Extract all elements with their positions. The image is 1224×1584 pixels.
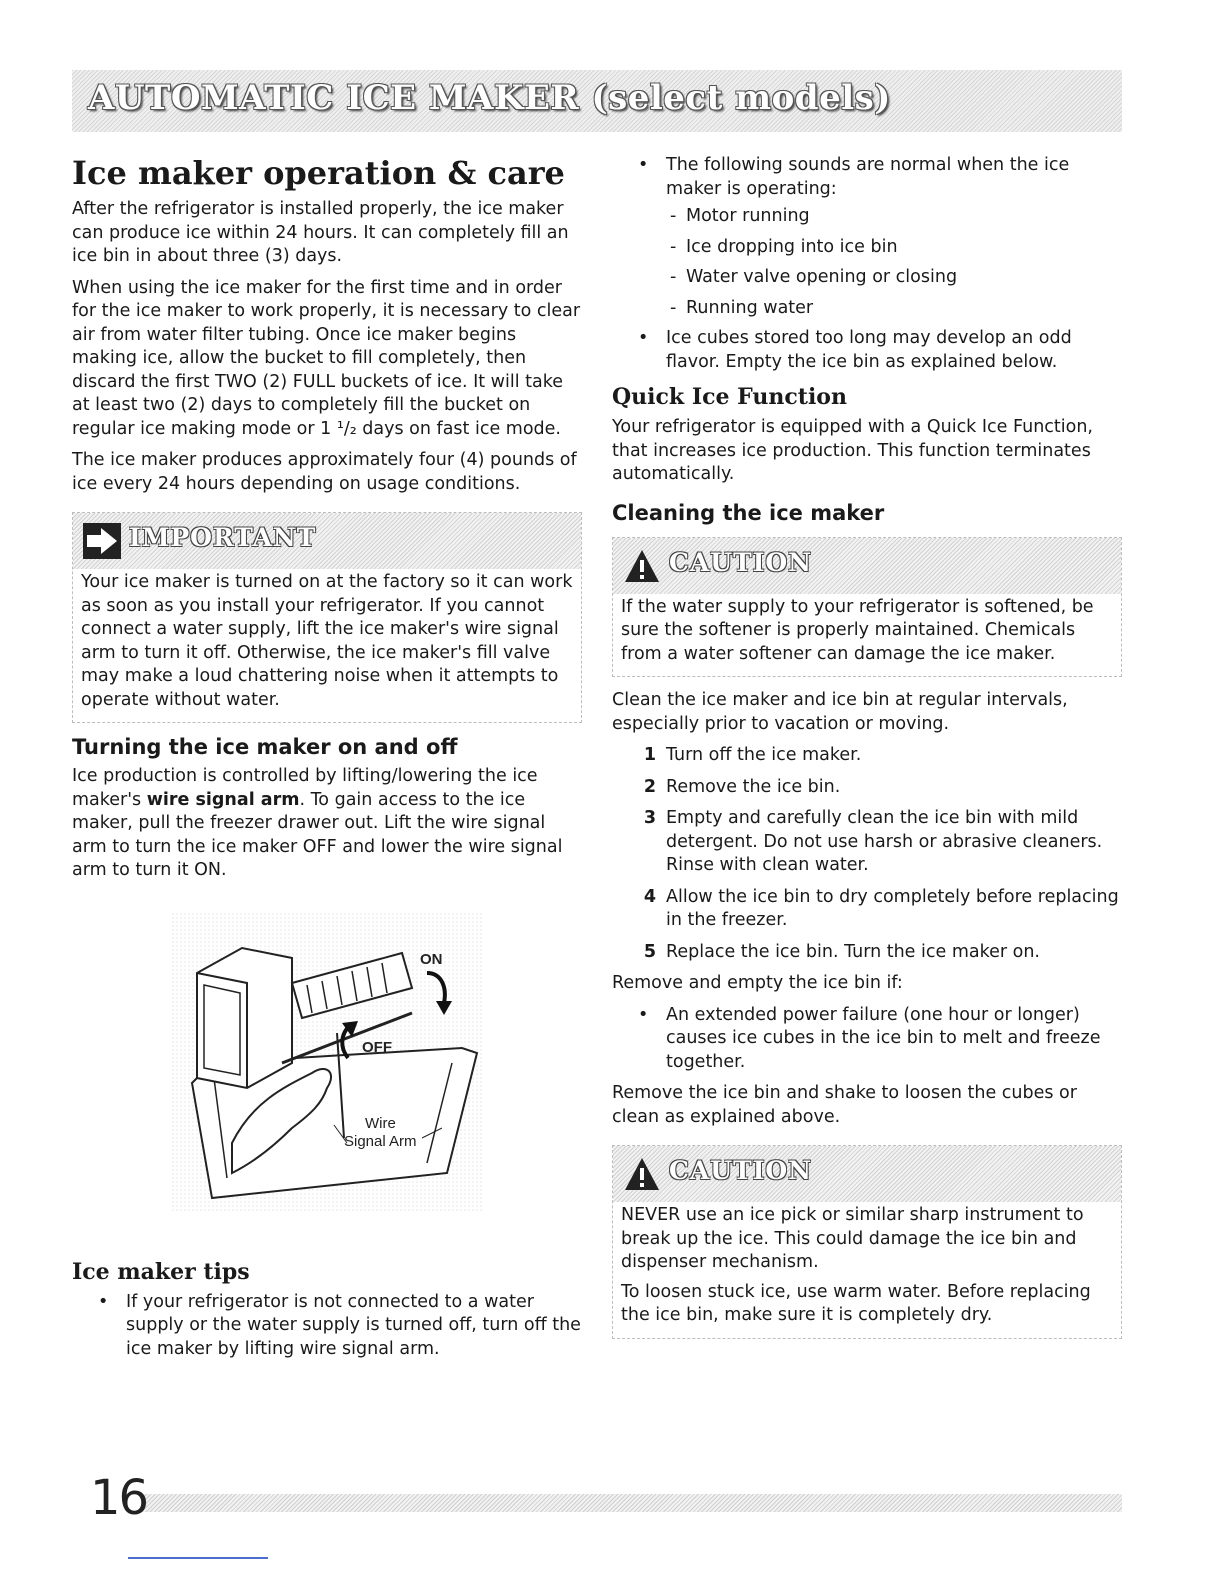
sound-item: - Water valve opening or closing — [666, 266, 1122, 290]
warning-icon — [623, 1156, 661, 1192]
step-item — [612, 807, 1122, 878]
caution-header — [613, 538, 1121, 594]
section-heading-turning: Turning the ice maker on and off — [72, 735, 458, 759]
caution-text-ice-pick: NEVER use an ice pick or similar sharp instrument to break up the ice. This could damage the ice bin and dispenser mechanism. — [621, 1205, 1084, 1272]
left-column — [72, 150, 582, 1369]
step-text: Empty and carefully clean the ice bin with mild detergent. Do not use harsh or abrasive cleaners. Rinse with clean water. — [666, 808, 1103, 875]
step-number: 4 — [643, 886, 656, 907]
remove-list — [612, 1004, 1122, 1075]
header-banner — [72, 70, 1122, 132]
paragraph-quick-ice: Your refrigerator is equipped with a Quick Ice Function, that increases ice production. This function terminates automatically. — [612, 417, 1093, 484]
caution-box-ice-pick — [612, 1145, 1122, 1339]
step-text: Allow the ice bin to dry completely before replacing in the freezer. — [666, 886, 1119, 930]
ice-maker-illustration — [172, 913, 482, 1213]
section-heading-operation: Ice maker operation & care — [72, 154, 565, 192]
step-text: Replace the ice bin. Turn the ice maker on. — [666, 941, 1040, 962]
important-label: IMPORTANT — [129, 523, 317, 552]
page-title: AUTOMATIC ICE MAKER (select models) — [88, 78, 891, 118]
step-text: Turn off the ice maker. — [666, 745, 862, 765]
sound-item: - Running water — [666, 297, 1122, 321]
step-item — [612, 744, 1122, 768]
step-number: 3 — [643, 808, 656, 828]
page-number: 16 — [90, 1470, 148, 1526]
tips-list — [72, 1291, 582, 1362]
remove-item: • An extended power failure (one hour or longer) causes ice cubes in the ice bin to melt and freeze together. — [612, 1004, 1122, 1075]
sound-item: - Motor running — [666, 205, 1122, 229]
important-header — [73, 513, 581, 569]
on-label: ON — [420, 950, 443, 968]
footer-bar — [142, 1494, 1122, 1512]
wire-signal-arm-bold: wire signal arm — [146, 789, 300, 810]
sound-item: - Ice dropping into ice bin — [666, 236, 1122, 260]
caution-box-softener — [612, 537, 1122, 678]
turning-text-a: Ice production is controlled by lifting/lowering the ice maker's — [72, 766, 538, 810]
footer-underline — [128, 1557, 268, 1559]
turning-text-b: . To gain access to the ice maker, pull the freezer drawer out. Lift the wire signal arm to turn the ice maker OFF and lower the wire signal arm to turn it ON. — [72, 789, 563, 880]
step-number: 5 — [643, 941, 656, 962]
paragraph-production: The ice maker produces approximately four (4) pounds of ice every 24 hours depending on usage conditions. — [72, 450, 577, 494]
paragraph-turning — [72, 765, 582, 883]
step-item — [612, 941, 1122, 965]
section-heading-tips: Ice maker tips — [72, 1258, 250, 1285]
paragraph-first-use: When using the ice maker for the first time and in order for the ice maker to work properly, it is necessary to clear air from water filter tubing. Once ice maker begins making ice, allow the bucket to fill completely, then discard the first TWO (2) FULL buckets of ice. It will take at least two (2) days to completely fill the bucket on regular ice making mode or 1 ¹/₂ days on fast ice mode. — [72, 277, 581, 439]
wire-label: Wire — [365, 1114, 396, 1132]
step-number: 2 — [643, 776, 656, 797]
caution-header — [613, 1146, 1121, 1202]
paragraph-intro: After the refrigerator is installed properly, the ice maker can produce ice within 24 hours. It can completely fill an ice bin in about three (3) days. — [72, 199, 569, 266]
sounds-intro-item — [612, 154, 1122, 320]
right-column — [612, 154, 1122, 1351]
tip-item: • If your refrigerator is not connected to a water supply or the water supply is turned off, turn off the ice maker by lifting wire signal arm. — [72, 1291, 582, 1362]
footer — [72, 1470, 1122, 1540]
caution-text-warm-water: To loosen stuck ice, use warm water. Before replacing the ice bin, make sure it is completely dry. — [621, 1281, 1091, 1325]
step-item — [612, 886, 1122, 933]
important-text: Your ice maker is turned on at the factory so it can work as soon as you install your refrigerator. If you cannot connect a water supply, lift the ice maker's wire signal arm to turn it off. Otherwise, the ice maker's fill valve may make a loud chattering noise when it attempts to operate without water. — [81, 572, 573, 710]
paragraph-remove-after: Remove the ice bin and shake to loosen the cubes or clean as explained above. — [612, 1083, 1077, 1127]
section-heading-quick-ice: Quick Ice Function — [612, 384, 847, 410]
off-label: OFF — [362, 1038, 392, 1056]
step-item — [612, 776, 1122, 800]
arrow-right-icon — [83, 523, 121, 559]
signal-arm-label: Signal Arm — [344, 1132, 417, 1150]
paragraph-clean-intro: Clean the ice maker and ice bin at regular intervals, especially prior to vacation or moving. — [612, 690, 1068, 734]
caution-label: CAUTION — [669, 1156, 813, 1185]
warning-icon — [623, 548, 661, 584]
sounds-sublist — [666, 205, 1122, 320]
step-number: 1 — [643, 745, 656, 765]
section-heading-cleaning: Cleaning the ice maker — [612, 500, 885, 525]
caution-label: CAUTION — [669, 547, 813, 577]
sounds-list — [612, 154, 1122, 374]
sounds-intro: The following sounds are normal when the ice maker is operating: — [666, 155, 1070, 199]
paragraph-remove-intro: Remove and empty the ice bin if: — [612, 973, 903, 993]
odd-flavor-item: • Ice cubes stored too long may develop an odd flavor. Empty the ice bin as explained below. — [612, 327, 1122, 374]
step-text: Remove the ice bin. — [666, 776, 841, 797]
important-box — [72, 512, 582, 723]
cleaning-steps — [612, 744, 1122, 964]
caution-text-softener: If the water supply to your refrigerator is softened, be sure the softener is properly maintained. Chemicals from a water softener can damage the ice maker. — [621, 596, 1094, 664]
